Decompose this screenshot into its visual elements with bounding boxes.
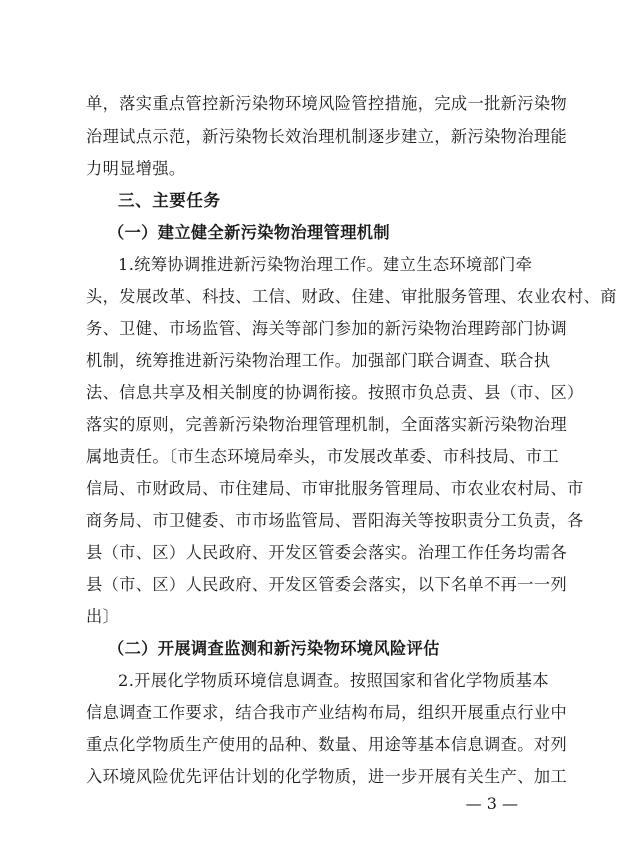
paragraph-line: 机制，统筹推进新污染物治理工作。加强部门联合调查、联合执 <box>86 351 551 370</box>
paragraph-line: 信局、市财政局、市住建局、市审批服务管理局、市农业农村局、市 <box>86 479 584 498</box>
paragraph-line: 商务局、市卫健委、市市场监管局、晋阳海关等按职责分工负责，各 <box>86 511 584 530</box>
subsection-heading: （二）开展调查监测和新污染物环境风险评估 <box>108 639 440 658</box>
paragraph-line: 落实的原则，完善新污染物治理管理机制，全面落实新污染物治理 <box>86 415 568 434</box>
paragraph-line: 务、卫健、市场监管、海关等部门参加的新污染物治理跨部门协调 <box>86 319 568 338</box>
paragraph-line: 信息调查工作要求，结合我市产业结构布局，组织开展重点行业中 <box>86 703 568 722</box>
paragraph-line: 县（市、区）人民政府、开发区管委会落实。治理工作任务均需各 <box>86 543 568 562</box>
section-heading: 三、主要任务 <box>118 191 221 210</box>
paragraph-line: 重点化学物质生产使用的品种、数量、用途等基本信息调查。对列 <box>86 735 568 754</box>
page-number: — 3 — <box>465 794 518 813</box>
paragraph-line: 县（市、区）人民政府、开发区管委会落实，以下名单不再一一列 <box>86 575 568 594</box>
paragraph-line: 法、信息共享及相关制度的协调衔接。按照市负总责、县（市、区） <box>86 383 584 402</box>
paragraph-line: 出〕 <box>86 607 120 626</box>
paragraph-line: 入环境风险优先评估计划的化学物质，进一步开展有关生产、加工 <box>86 767 568 786</box>
paragraph-line: 力明显增强。 <box>86 159 186 178</box>
paragraph-line: 治理试点示范，新污染物长效治理机制逐步建立，新污染物治理能 <box>86 127 568 146</box>
paragraph-line: 单，落实重点管控新污染物环境风险管控措施，完成一批新污染物 <box>86 94 568 113</box>
paragraph-line: 头，发展改革、科技、工信、财政、住建、审批服务管理、农业农村、商 <box>86 287 617 306</box>
paragraph-line: 1.统筹协调推进新污染物治理工作。建立生态环境部门牵 <box>118 255 533 274</box>
paragraph-line: 2.开展化学物质环境信息调查。按照国家和省化学物质基本 <box>118 671 549 690</box>
subsection-heading: （一）建立健全新污染物治理管理机制 <box>108 223 390 242</box>
paragraph-line: 属地责任。〔市生态环境局牵头，市发展改革委、市科技局、市工 <box>86 447 559 466</box>
